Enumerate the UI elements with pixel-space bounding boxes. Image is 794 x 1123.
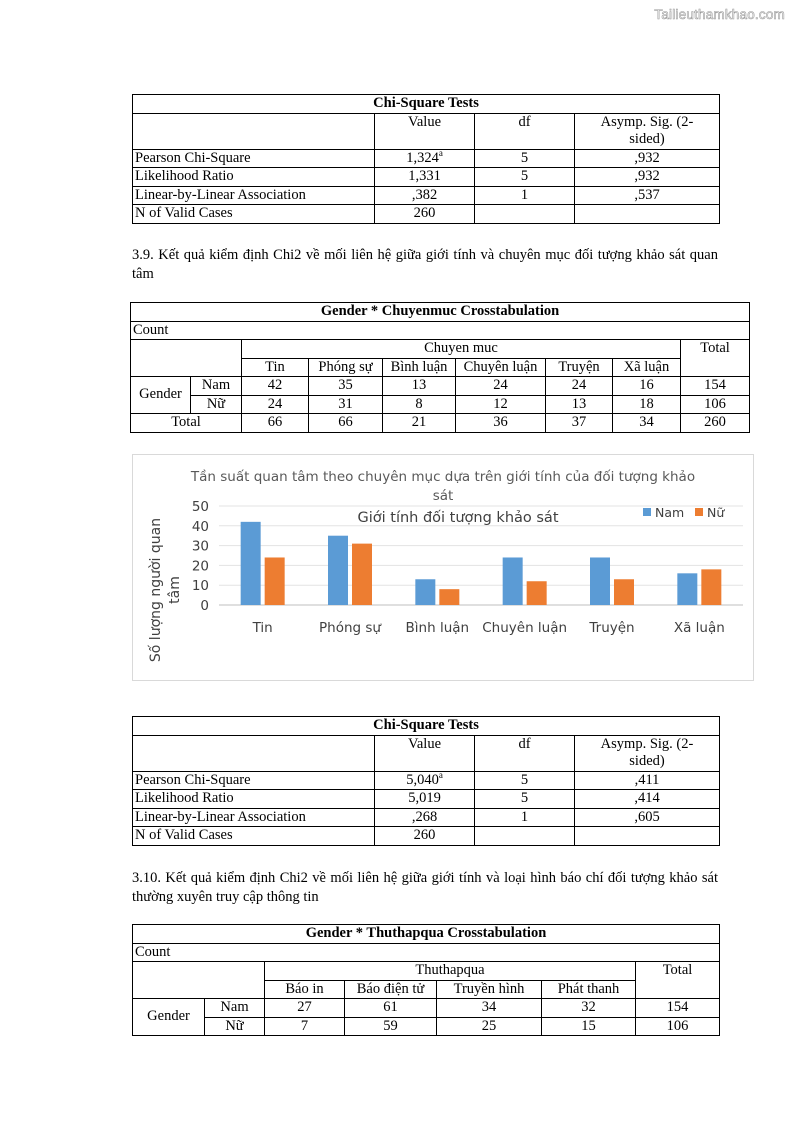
bar-n-2 <box>439 589 459 605</box>
cell: 27 <box>265 999 345 1018</box>
y-tick-label: 10 <box>191 578 209 595</box>
table-row <box>133 168 720 187</box>
row-sig <box>575 205 720 224</box>
row-total: 154 <box>636 999 720 1018</box>
row-df <box>475 827 575 846</box>
header-sig <box>575 113 720 149</box>
table-row <box>133 149 720 168</box>
header-sig-line2: sided) <box>629 753 665 769</box>
group-header: Thuthapqua <box>265 962 636 981</box>
column-header: Xã luận <box>613 358 681 377</box>
table-title: Chi-Square Tests <box>133 717 720 736</box>
crosstab-thuthapqua <box>132 924 720 1036</box>
row-sig <box>575 827 720 846</box>
row-sig: ,605 <box>575 808 720 827</box>
section-heading-3-9: 3.9. Kết quả kiểm định Chi2 về mối liên hệ giữa giới tính và chuyên mục đối tượng khảo sát quan tâm <box>132 247 718 282</box>
row-df <box>475 205 575 224</box>
legend-label: Nam <box>655 505 685 520</box>
column-header: Phát thanh <box>542 980 636 999</box>
bar-nam-0 <box>241 522 261 605</box>
row-df: 1 <box>475 186 575 205</box>
x-tick-label: Tin <box>252 620 273 636</box>
total-label: Total <box>131 414 242 433</box>
column-header: Phóng sự <box>309 358 383 377</box>
table-row <box>133 790 720 809</box>
table-row <box>133 205 720 224</box>
y-axis-label-line1: Số lượng người quan <box>148 517 164 663</box>
row-label: Likelihood Ratio <box>133 168 375 187</box>
corner-empty <box>133 962 265 999</box>
table-row <box>131 377 750 396</box>
row-sig: ,414 <box>575 790 720 809</box>
row-df: 5 <box>475 790 575 809</box>
watermark: Tailieuthamkhao.com <box>654 7 785 22</box>
column-header: Báo in <box>265 980 345 999</box>
header-value: Value <box>375 735 475 771</box>
bar-nam-4 <box>590 557 610 605</box>
column-header: Truyền hình <box>437 980 542 999</box>
bar-n-5 <box>701 569 721 605</box>
header-sig-line2: sided) <box>629 131 665 147</box>
row-df: 5 <box>475 771 575 790</box>
bar-n-0 <box>265 557 285 605</box>
header-empty <box>133 735 375 771</box>
cell: 25 <box>437 1017 542 1036</box>
total-header: Total <box>681 340 750 377</box>
cell: 13 <box>383 377 456 396</box>
count-label: Count <box>133 943 720 962</box>
y-axis-label-line2: tâm <box>167 576 183 604</box>
row-df: 1 <box>475 808 575 827</box>
row-sig: ,411 <box>575 771 720 790</box>
bar-chart <box>132 454 754 681</box>
y-tick-label: 0 <box>200 598 209 614</box>
cell: 31 <box>309 395 383 414</box>
cell: 35 <box>309 377 383 396</box>
row-total: 154 <box>681 377 750 396</box>
cell: 13 <box>546 395 613 414</box>
cell: 66 <box>309 414 383 433</box>
header-sig-line1: Asymp. Sig. (2- <box>600 113 694 130</box>
y-tick-label: 20 <box>191 558 209 575</box>
row-value: ,382 <box>375 186 475 205</box>
row-total: 106 <box>681 395 750 414</box>
header-value: Value <box>375 113 475 149</box>
grand-total: 260 <box>681 414 750 433</box>
cell: 8 <box>383 395 456 414</box>
total-row <box>131 414 750 433</box>
column-header: Bình luận <box>383 358 456 377</box>
cell: 24 <box>242 395 309 414</box>
row-label: Linear-by-Linear Association <box>133 186 375 205</box>
row-label: N of Valid Cases <box>133 827 375 846</box>
bar-nam-2 <box>415 579 435 605</box>
cell: 16 <box>613 377 681 396</box>
row-label: Pearson Chi-Square <box>133 771 375 790</box>
x-tick-label: Bình luận <box>405 620 470 636</box>
row-value <box>375 149 475 168</box>
table-title: Gender * Chuyenmuc Crosstabulation <box>131 303 750 322</box>
table-row <box>131 395 750 414</box>
cell: 66 <box>242 414 309 433</box>
value-text: 1,324 <box>406 149 439 166</box>
bar-n-4 <box>614 579 634 605</box>
group-header: Chuyen muc <box>242 340 681 359</box>
x-tick-label: Truyện <box>589 620 635 636</box>
table-row <box>133 186 720 205</box>
footnote-marker: a <box>438 147 443 158</box>
footnote-marker: a <box>438 769 443 780</box>
cell: 34 <box>437 999 542 1018</box>
count-label: Count <box>131 321 750 340</box>
x-tick-label: Phóng sự <box>319 620 381 636</box>
row-label: Nam <box>191 377 242 396</box>
cell: 42 <box>242 377 309 396</box>
bar-n-1 <box>352 544 372 605</box>
bar-nam-5 <box>677 573 697 605</box>
cell: 12 <box>456 395 546 414</box>
chart-title-line2: sát <box>432 488 454 504</box>
table-row <box>133 808 720 827</box>
bar-n-3 <box>527 581 547 605</box>
y-tick-label: 50 <box>191 499 209 515</box>
cell: 36 <box>456 414 546 433</box>
header-empty <box>133 113 375 149</box>
row-value: 260 <box>375 205 475 224</box>
cell: 59 <box>345 1017 437 1036</box>
row-label: Nam <box>205 999 265 1018</box>
chi-square-table-2 <box>132 716 720 846</box>
header-sig <box>575 735 720 771</box>
cell: 21 <box>383 414 456 433</box>
corner-empty <box>131 340 242 377</box>
cell: 7 <box>265 1017 345 1036</box>
y-tick-label: 30 <box>191 538 209 555</box>
header-sig-line1: Asymp. Sig. (2- <box>600 735 694 752</box>
row-group-label: Gender <box>131 377 191 414</box>
y-tick-label: 40 <box>191 518 209 535</box>
cell: 15 <box>542 1017 636 1036</box>
value-text: 5,040 <box>406 771 439 788</box>
column-header: Tin <box>242 358 309 377</box>
crosstab-chuyenmuc <box>130 302 750 433</box>
table-row <box>133 999 720 1018</box>
x-tick-label: Xã luận <box>673 620 725 636</box>
row-sig: ,932 <box>575 168 720 187</box>
row-label: Linear-by-Linear Association <box>133 808 375 827</box>
cell: 32 <box>542 999 636 1018</box>
total-header: Total <box>636 962 720 999</box>
row-value: ,268 <box>375 808 475 827</box>
column-header: Báo điện tử <box>345 980 437 999</box>
row-label: Nữ <box>191 395 242 414</box>
row-sig: ,932 <box>575 149 720 168</box>
row-label: Nữ <box>205 1017 265 1036</box>
row-group-label: Gender <box>133 999 205 1036</box>
column-header: Truyện <box>546 358 613 377</box>
table-title: Chi-Square Tests <box>133 95 720 114</box>
table-row <box>133 827 720 846</box>
cell: 18 <box>613 395 681 414</box>
bar-nam-3 <box>503 557 523 605</box>
row-df: 5 <box>475 149 575 168</box>
row-value: 1,331 <box>375 168 475 187</box>
row-label: Likelihood Ratio <box>133 790 375 809</box>
legend-swatch <box>643 508 651 516</box>
header-df: df <box>475 113 575 149</box>
table-title: Gender * Thuthapqua Crosstabulation <box>133 925 720 944</box>
row-total: 106 <box>636 1017 720 1036</box>
chart-canvas <box>133 455 753 680</box>
legend-swatch <box>695 508 703 516</box>
bar-nam-1 <box>328 536 348 605</box>
row-sig: ,537 <box>575 186 720 205</box>
header-df: df <box>475 735 575 771</box>
chart-subtitle: Giới tính đối tượng khảo sát <box>357 510 559 526</box>
legend-label: Nữ <box>707 505 725 520</box>
row-value: 260 <box>375 827 475 846</box>
table-row <box>133 771 720 790</box>
cell: 37 <box>546 414 613 433</box>
cell: 24 <box>456 377 546 396</box>
chart-title-line1: Tần suất quan tâm theo chuyên mục dựa trên giới tính của đối tượng khảo <box>190 469 696 485</box>
row-df: 5 <box>475 168 575 187</box>
table-row <box>133 1017 720 1036</box>
row-label: N of Valid Cases <box>133 205 375 224</box>
chi-square-table-1 <box>132 94 720 224</box>
row-value: 5,019 <box>375 790 475 809</box>
row-label: Pearson Chi-Square <box>133 149 375 168</box>
section-heading-3-10: 3.10. Kết quả kiểm định Chi2 về mối liên hệ giữa giới tính và loại hình báo chí đối tượng khảo sát thường xuyên truy cập thông tin <box>132 870 718 905</box>
cell: 24 <box>546 377 613 396</box>
cell: 34 <box>613 414 681 433</box>
cell: 61 <box>345 999 437 1018</box>
column-header: Chuyên luận <box>456 358 546 377</box>
x-tick-label: Chuyên luận <box>482 620 568 636</box>
row-value <box>375 771 475 790</box>
